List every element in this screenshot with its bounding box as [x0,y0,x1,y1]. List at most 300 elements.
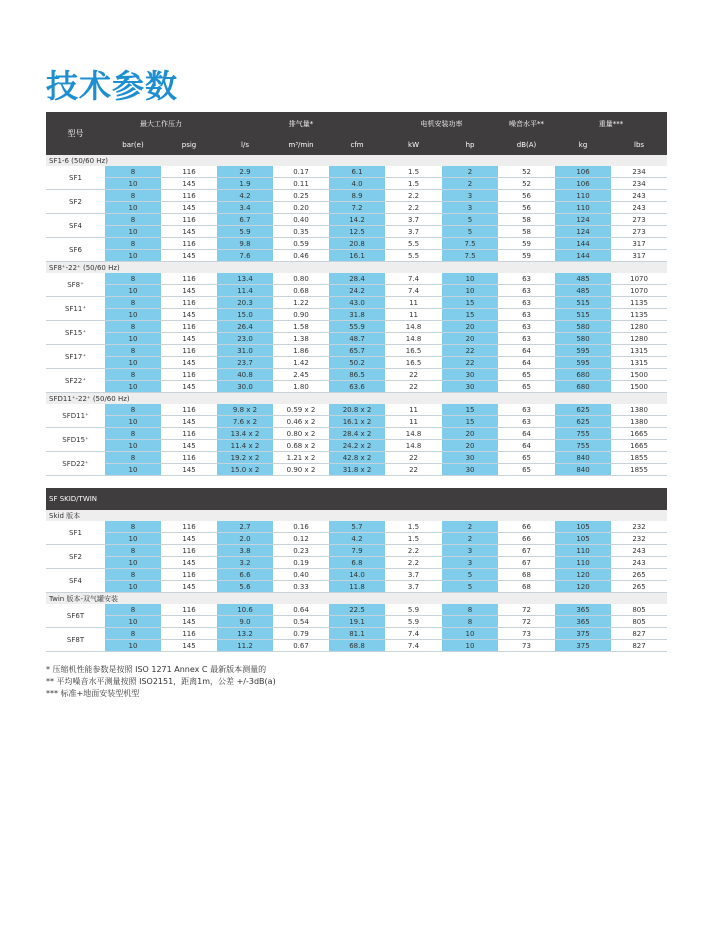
value-cell: 4.2 [217,190,273,202]
value-cell: 116 [161,569,217,581]
value-cell: 64 [498,345,555,357]
table-row [46,273,667,285]
value-cell: 16.5 [385,357,442,369]
table-row [46,381,667,393]
value-cell: 1855 [611,452,667,464]
value-cell: 11 [385,309,442,321]
value-cell: 7.6 x 2 [217,416,273,428]
value-cell: 0.59 x 2 [273,404,329,416]
value-cell: 1500 [611,369,667,381]
value-cell: 67 [498,557,555,569]
table-row [46,214,667,226]
value-cell: 22.5 [329,604,385,616]
value-cell: 22 [385,381,442,393]
value-cell: 86.5 [329,369,385,381]
value-cell: 365 [555,604,611,616]
value-cell: 8 [105,369,161,381]
value-cell: 1280 [611,321,667,333]
value-cell: 827 [611,628,667,640]
value-cell: 595 [555,357,611,369]
value-cell: 10 [105,381,161,393]
value-cell: 55.9 [329,321,385,333]
value-cell: 22 [385,464,442,476]
value-cell: 8 [442,616,498,628]
model-cell: SF15⁺ [46,321,105,345]
table-row [46,250,667,262]
value-cell: 52 [498,166,555,178]
table-row [46,452,667,464]
value-cell: 10 [105,333,161,345]
table-body-bottom [46,488,667,652]
value-cell: 12.5 [329,226,385,238]
value-cell: 15.0 [217,309,273,321]
model-cell: SFD15⁺ [46,428,105,452]
value-cell: 0.40 [273,569,329,581]
table-row [46,557,667,569]
value-cell: 6.1 [329,166,385,178]
table-row [46,297,667,309]
table-row [46,628,667,640]
value-cell: 580 [555,321,611,333]
value-cell: 9.0 [217,616,273,628]
value-cell: 0.79 [273,628,329,640]
value-cell: 10 [442,285,498,297]
value-cell: 43.0 [329,297,385,309]
value-cell: 23.7 [217,357,273,369]
value-cell: 10 [105,533,161,545]
value-cell: 0.68 x 2 [273,440,329,452]
table-row [46,533,667,545]
value-cell: 19.2 x 2 [217,452,273,464]
value-cell: 2.2 [385,545,442,557]
table-row [46,369,667,381]
spec-table-main [46,112,667,476]
value-cell: 13.2 [217,628,273,640]
value-cell: 72 [498,604,555,616]
model-cell: SF2 [46,190,105,214]
value-cell: 1.58 [273,321,329,333]
value-cell: 0.46 [273,250,329,262]
value-cell: 6.6 [217,569,273,581]
value-cell: 5.5 [385,238,442,250]
value-cell: 2.0 [217,533,273,545]
value-cell: 2.9 [217,166,273,178]
table-row [46,333,667,345]
value-cell: 8 [105,273,161,285]
value-cell: 1500 [611,381,667,393]
model-cell: SFD11⁺ [46,404,105,428]
header-max-pressure: 最大工作压力 [105,112,217,135]
value-cell: 8.9 [329,190,385,202]
value-cell: 755 [555,428,611,440]
value-cell: 22 [442,357,498,369]
value-cell: 7.5 [442,238,498,250]
value-cell: 805 [611,616,667,628]
value-cell: 2.2 [385,202,442,214]
value-cell: 11.8 [329,581,385,593]
value-cell: 0.90 [273,309,329,321]
value-cell: 116 [161,521,217,533]
value-cell: 144 [555,250,611,262]
value-cell: 8 [442,604,498,616]
value-cell: 3.4 [217,202,273,214]
value-cell: 1.80 [273,381,329,393]
value-cell: 3 [442,202,498,214]
model-cell: SF4 [46,214,105,238]
value-cell: 243 [611,190,667,202]
table-row [46,521,667,533]
unit-header: cfm [329,135,385,155]
header-motor: 电机安装功率 [385,112,498,135]
value-cell: 1.5 [385,521,442,533]
value-cell: 234 [611,178,667,190]
value-cell: 11 [385,416,442,428]
value-cell: 265 [611,581,667,593]
value-cell: 110 [555,557,611,569]
value-cell: 0.20 [273,202,329,214]
value-cell: 30 [442,452,498,464]
value-cell: 1070 [611,285,667,297]
value-cell: 8 [105,190,161,202]
table-row [46,440,667,452]
value-cell: 16.5 [385,345,442,357]
section-label: Skid 版本 [46,510,667,521]
value-cell: 68 [498,581,555,593]
value-cell: 243 [611,557,667,569]
value-cell: 5 [442,226,498,238]
value-cell: 42.8 x 2 [329,452,385,464]
value-cell: 11 [385,404,442,416]
value-cell: 0.90 x 2 [273,464,329,476]
value-cell: 19.1 [329,616,385,628]
value-cell: 10 [105,309,161,321]
value-cell: 0.46 x 2 [273,416,329,428]
value-cell: 3.2 [217,557,273,569]
value-cell: 265 [611,569,667,581]
value-cell: 232 [611,521,667,533]
value-cell: 110 [555,202,611,214]
value-cell: 5 [442,569,498,581]
value-cell: 1.5 [385,166,442,178]
value-cell: 7.5 [442,250,498,262]
value-cell: 485 [555,285,611,297]
value-cell: 22 [385,452,442,464]
value-cell: 243 [611,202,667,214]
value-cell: 10 [105,416,161,428]
value-cell: 0.11 [273,178,329,190]
value-cell: 24.2 x 2 [329,440,385,452]
value-cell: 0.19 [273,557,329,569]
value-cell: 124 [555,214,611,226]
value-cell: 63.6 [329,381,385,393]
value-cell: 145 [161,333,217,345]
section-label-row [46,393,667,405]
unit-header: kW [385,135,442,155]
section-header-skid-twin [46,488,667,510]
value-cell: 20 [442,333,498,345]
section-label-row [46,155,667,166]
value-cell: 840 [555,452,611,464]
value-cell: 0.12 [273,533,329,545]
model-cell: SF1 [46,521,105,545]
value-cell: 10 [442,640,498,652]
value-cell: 13.4 [217,273,273,285]
table-row [46,616,667,628]
value-cell: 65.7 [329,345,385,357]
value-cell: 64 [498,357,555,369]
value-cell: 64 [498,440,555,452]
table-row [46,357,667,369]
unit-header: l/s [217,135,273,155]
value-cell: 1.5 [385,178,442,190]
value-cell: 10 [105,226,161,238]
value-cell: 1.86 [273,345,329,357]
value-cell: 8 [105,604,161,616]
value-cell: 145 [161,309,217,321]
value-cell: 63 [498,285,555,297]
value-cell: 0.40 [273,214,329,226]
value-cell: 0.25 [273,190,329,202]
value-cell: 4.2 [329,533,385,545]
value-cell: 63 [498,404,555,416]
value-cell: 6.8 [329,557,385,569]
value-cell: 67 [498,545,555,557]
value-cell: 5.9 [385,616,442,628]
value-cell: 625 [555,416,611,428]
value-cell: 1.38 [273,333,329,345]
value-cell: 0.23 [273,545,329,557]
table-row [46,404,667,416]
table-row [46,190,667,202]
value-cell: 0.80 [273,273,329,285]
table-row [46,238,667,250]
value-cell: 3 [442,190,498,202]
model-cell: SF6T [46,604,105,628]
value-cell: 9.8 [217,238,273,250]
unit-header: dB(A) [498,135,555,155]
table-row [46,569,667,581]
value-cell: 8 [105,214,161,226]
value-cell: 81.1 [329,628,385,640]
value-cell: 1.21 x 2 [273,452,329,464]
value-cell: 116 [161,273,217,285]
value-cell: 65 [498,369,555,381]
value-cell: 2 [442,533,498,545]
table-row [46,464,667,476]
value-cell: 375 [555,628,611,640]
value-cell: 7.4 [385,285,442,297]
value-cell: 20.8 [329,238,385,250]
value-cell: 365 [555,616,611,628]
value-cell: 22 [385,369,442,381]
value-cell: 145 [161,357,217,369]
value-cell: 625 [555,404,611,416]
unit-row [46,135,667,155]
value-cell: 234 [611,166,667,178]
value-cell: 243 [611,545,667,557]
value-cell: 145 [161,581,217,593]
value-cell: 63 [498,416,555,428]
model-cell: SF2 [46,545,105,569]
value-cell: 680 [555,381,611,393]
value-cell: 63 [498,321,555,333]
value-cell: 0.17 [273,166,329,178]
value-cell: 144 [555,238,611,250]
section-label: SF8⁺-22⁺ (50/60 Hz) [46,262,667,274]
value-cell: 145 [161,640,217,652]
value-cell: 110 [555,545,611,557]
value-cell: 2.2 [385,557,442,569]
value-cell: 20 [442,321,498,333]
value-cell: 31.8 x 2 [329,464,385,476]
value-cell: 124 [555,226,611,238]
value-cell: 2 [442,166,498,178]
unit-header: m³/min [273,135,329,155]
value-cell: 10 [105,640,161,652]
value-cell: 2 [442,521,498,533]
value-cell: 11 [385,297,442,309]
value-cell: 8 [105,345,161,357]
value-cell: 10 [105,250,161,262]
value-cell: 26.4 [217,321,273,333]
value-cell: 3.7 [385,569,442,581]
value-cell: 5.5 [385,250,442,262]
value-cell: 3.7 [385,226,442,238]
value-cell: 68 [498,569,555,581]
value-cell: 106 [555,166,611,178]
value-cell: 2.45 [273,369,329,381]
value-cell: 14.8 [385,321,442,333]
value-cell: 116 [161,404,217,416]
value-cell: 0.59 [273,238,329,250]
value-cell: 0.67 [273,640,329,652]
value-cell: 145 [161,226,217,238]
value-cell: 16.1 x 2 [329,416,385,428]
value-cell: 10 [105,178,161,190]
model-cell: SF11⁺ [46,297,105,321]
value-cell: 31.8 [329,309,385,321]
value-cell: 0.33 [273,581,329,593]
value-cell: 40.8 [217,369,273,381]
header-model: 型号 [46,112,105,155]
table-row [46,202,667,214]
value-cell: 56 [498,190,555,202]
value-cell: 116 [161,452,217,464]
value-cell: 116 [161,428,217,440]
value-cell: 116 [161,190,217,202]
value-cell: 8 [105,238,161,250]
value-cell: 7.4 [385,273,442,285]
value-cell: 52 [498,178,555,190]
value-cell: 28.4 [329,273,385,285]
table-row [46,545,667,557]
value-cell: 116 [161,238,217,250]
value-cell: 145 [161,202,217,214]
value-cell: 10 [442,273,498,285]
model-cell: SF1 [46,166,105,190]
value-cell: 1.42 [273,357,329,369]
value-cell: 10 [105,440,161,452]
model-cell: SFD22⁺ [46,452,105,476]
value-cell: 66 [498,521,555,533]
value-cell: 105 [555,521,611,533]
value-cell: 63 [498,273,555,285]
section-title: SF SKID/TWIN [46,488,667,510]
value-cell: 5.6 [217,581,273,593]
value-cell: 5 [442,214,498,226]
value-cell: 10 [105,357,161,369]
value-cell: 64 [498,428,555,440]
model-cell: SF4 [46,569,105,593]
value-cell: 31.0 [217,345,273,357]
value-cell: 11.2 [217,640,273,652]
value-cell: 8 [105,569,161,581]
header-fad: 排气量* [217,112,385,135]
value-cell: 10 [105,557,161,569]
value-cell: 116 [161,166,217,178]
value-cell: 1380 [611,416,667,428]
value-cell: 24.2 [329,285,385,297]
value-cell: 1070 [611,273,667,285]
value-cell: 755 [555,440,611,452]
value-cell: 7.6 [217,250,273,262]
value-cell: 110 [555,190,611,202]
table-row [46,416,667,428]
value-cell: 1665 [611,440,667,452]
value-cell: 5.9 [217,226,273,238]
value-cell: 5.7 [329,521,385,533]
value-cell: 8 [105,452,161,464]
value-cell: 2.2 [385,190,442,202]
value-cell: 50.2 [329,357,385,369]
table-row [46,309,667,321]
value-cell: 14.0 [329,569,385,581]
value-cell: 68.8 [329,640,385,652]
value-cell: 580 [555,333,611,345]
value-cell: 2.7 [217,521,273,533]
value-cell: 1135 [611,297,667,309]
value-cell: 515 [555,297,611,309]
table-row [46,321,667,333]
value-cell: 8 [105,166,161,178]
value-cell: 3.7 [385,214,442,226]
value-cell: 827 [611,640,667,652]
value-cell: 145 [161,250,217,262]
value-cell: 145 [161,440,217,452]
section-label-row [46,262,667,274]
model-cell: SF17⁺ [46,345,105,369]
value-cell: 8 [105,404,161,416]
value-cell: 7.4 [385,640,442,652]
value-cell: 8 [105,628,161,640]
value-cell: 145 [161,616,217,628]
value-cell: 8 [105,521,161,533]
value-cell: 10 [105,202,161,214]
footnote: *** 标准+地面安装型机型 [46,689,140,698]
value-cell: 15 [442,404,498,416]
value-cell: 73 [498,628,555,640]
value-cell: 4.0 [329,178,385,190]
value-cell: 0.35 [273,226,329,238]
value-cell: 3.7 [385,581,442,593]
value-cell: 1665 [611,428,667,440]
value-cell: 8 [105,321,161,333]
value-cell: 30 [442,369,498,381]
value-cell: 20.8 x 2 [329,404,385,416]
value-cell: 3 [442,557,498,569]
value-cell: 317 [611,250,667,262]
value-cell: 840 [555,464,611,476]
